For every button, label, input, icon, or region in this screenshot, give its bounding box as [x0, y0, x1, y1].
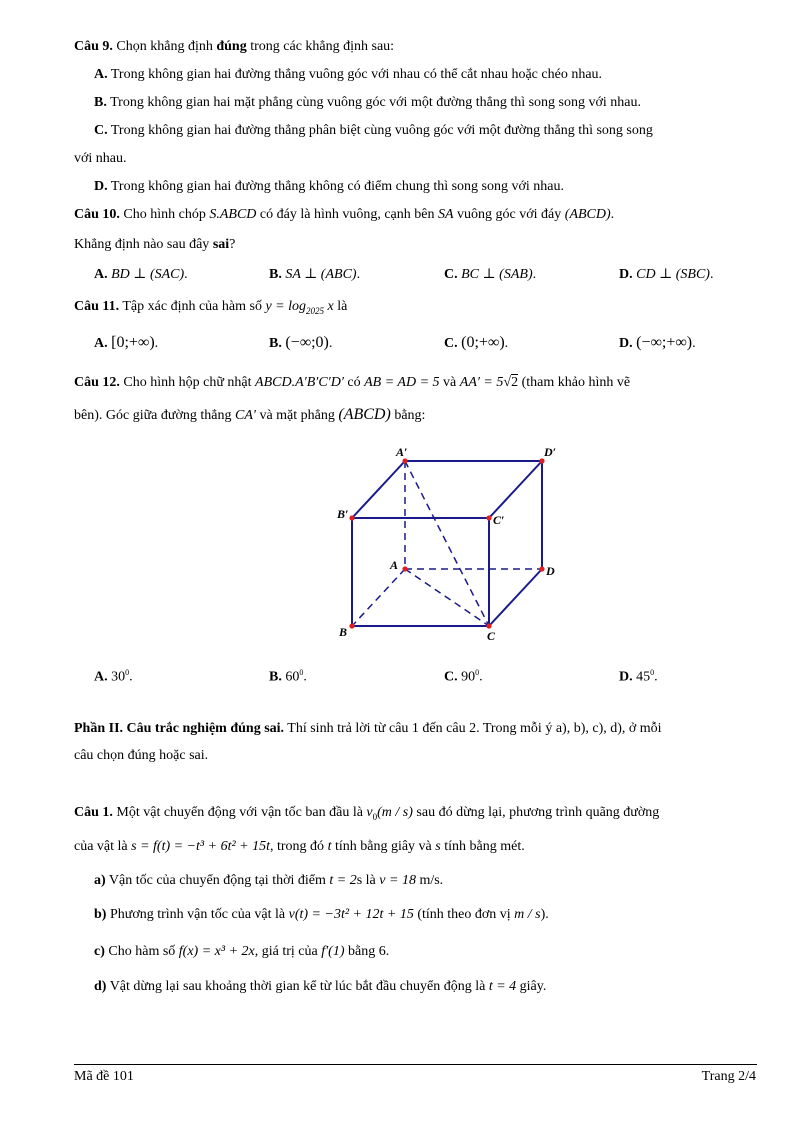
q11-label: Câu 11. — [74, 299, 120, 314]
q10-stem-2: có đáy là hình vuông, cạnh bên — [256, 207, 438, 222]
p2q1-a-label: a) — [94, 873, 106, 888]
q12-line2-pre: bên). Góc giữa đường thẳng — [74, 408, 235, 423]
q11-option-c-label: C. — [444, 336, 458, 351]
p2q1-c-eq: f(x) = x³ + 2x — [178, 944, 255, 959]
p2q1-a-mid: s là — [356, 873, 380, 888]
q10-stem-3: vuông góc với đáy — [453, 207, 565, 222]
q9-option-b-label: B. — [94, 95, 107, 110]
q12-option-b: B. $60^0$. — [269, 668, 307, 685]
q10-stem-1: Cho hình chóp — [123, 207, 210, 222]
p2q1-s: s — [435, 839, 441, 854]
q11-option-a-label: A. — [94, 336, 108, 351]
q11-stem-post: là — [333, 299, 348, 314]
q10-edge: SA — [437, 207, 454, 222]
q11-option-b-label: B. — [269, 336, 282, 351]
q9-option-a-label: A. — [94, 67, 108, 82]
p2q1-t: t — [327, 839, 332, 854]
q11-option-b: B. (−∞;0). — [269, 334, 333, 351]
p2q1-b-mid: (tính theo đơn vị — [413, 907, 515, 922]
q10-option-b: B. SA ⊥ (ABC). — [269, 267, 361, 282]
point-B1 — [349, 515, 354, 520]
degree-sign: 0 — [299, 668, 304, 677]
p2q1-l1-post: sau đó dừng lại, phương trình quãng đường — [412, 805, 660, 820]
degree-sign: 0 — [475, 668, 480, 677]
q10-option-a-label: A. — [94, 267, 108, 282]
p2q1-l2-post: tính bằng mét. — [440, 839, 525, 854]
q10-option-a: A. BD ⊥ (SAC). — [94, 267, 188, 282]
label-B1: B′ — [337, 507, 349, 521]
point-C1 — [486, 515, 491, 520]
q11-log-base: 2025 — [306, 305, 324, 316]
q9-option-b — [94, 94, 641, 112]
q9-option-b-text: Trong không gian hai mặt phẳng cùng vuông góc với một đường thẳng thì song song với nhau. — [110, 95, 642, 110]
label-C1: C′ — [493, 513, 505, 527]
point-A1 — [402, 458, 407, 463]
q11-option-c-text: (0;+∞) — [461, 334, 505, 351]
q11-option-d-label: D. — [619, 336, 633, 351]
point-D — [539, 566, 544, 571]
q12-eq2: AA′ = 5 — [459, 375, 504, 390]
q11-option-c: C. (0;+∞). — [444, 334, 509, 351]
label-D1: D′ — [544, 445, 557, 459]
q10-option-b-label: B. — [269, 267, 282, 282]
q9-option-d-text: Trong không gian hai đường thẳng không có điểm chung thì song song với nhau. — [110, 179, 565, 194]
q12-option-a-text: 30 — [111, 669, 126, 685]
q9-option-c-label: C. — [94, 123, 108, 138]
p2q1-a-t: t = 2 — [329, 873, 357, 888]
q9-stem-bold: đúng — [216, 39, 247, 54]
q9-option-c-cont: với nhau. — [74, 151, 127, 166]
p2q1-v0-sub: 0 — [372, 811, 378, 822]
q12-box: ABCD.A′B′C′D′ — [255, 375, 344, 390]
p2q1-stem-line2 — [74, 838, 525, 856]
p2q1-item-b — [94, 906, 549, 924]
q12-option-c-label: C. — [444, 669, 458, 685]
p2q1-b-post: ). — [540, 907, 549, 922]
q10-option-a-text: BD ⊥ (SAC) — [111, 267, 185, 282]
q9-stem-post: trong các khẳng định sau: — [246, 39, 395, 54]
q10-option-d-text: CD ⊥ (SBC) — [636, 267, 710, 282]
edge-AC — [405, 569, 489, 626]
q10-line2-pre: Khẳng định nào sau đây — [74, 237, 213, 252]
q10-option-c-label: C. — [444, 267, 458, 282]
q11-option-a: A. [0;+∞). — [94, 334, 159, 351]
q12-option-d-text: 45 — [636, 669, 651, 685]
footer-page-number: Trang 2/4 — [701, 1069, 756, 1084]
footer-rule — [74, 1064, 757, 1065]
p2q1-c-mid: , giá trị của — [254, 944, 322, 959]
q12-option-c: C. $90^0$. — [444, 668, 483, 685]
p2q1-d-pre: Vật dừng lại sau khoảng thời gian kể từ lúc bắt đầu chuyển động là — [106, 979, 489, 994]
edge-CD — [489, 569, 542, 626]
point-D1 — [539, 458, 544, 463]
p2q1-a-v: v = 18 — [379, 873, 416, 888]
p2q1-c-post: bằng 6. — [344, 944, 390, 959]
q11-option-b-text: (−∞;0) — [285, 334, 329, 351]
p2q1-c-label: c) — [94, 944, 105, 959]
q10-base: (ABCD) — [564, 207, 611, 222]
edge-A1B1 — [352, 461, 405, 518]
q12-option-d: D. $45^0$. — [619, 668, 658, 685]
part2-title: Phần II. Câu trắc nghiệm đúng sai. — [74, 721, 285, 736]
p2q1-v0: v — [366, 805, 373, 820]
p2q1-a-post: m/s. — [415, 873, 444, 888]
p2q1-stem — [74, 804, 659, 826]
p2q1-b-unit: m / s — [514, 907, 541, 922]
q10-option-c: C. BC ⊥ (SAB). — [444, 267, 537, 282]
q12-stem-3: và — [439, 375, 460, 390]
p2q1-item-c — [94, 943, 389, 961]
label-A1: A′ — [396, 445, 408, 459]
p2q1-l1-pre: Một vật chuyển động với vận tốc ban đầu là — [112, 805, 367, 820]
p2q1-b-eq: v(t) = −3t² + 12t + 15 — [288, 907, 414, 922]
degree-sign: 0 — [650, 668, 655, 677]
box-figure — [330, 440, 570, 650]
q10-label: Câu 10. — [74, 207, 120, 222]
part2-text-2: câu chọn đúng hoặc sai. — [74, 748, 209, 763]
p2q1-v0-unit: (m / s) — [377, 805, 413, 820]
part2-heading — [74, 720, 662, 738]
q11-stem — [74, 298, 347, 320]
q12-option-b-text: 60 — [285, 669, 300, 685]
q9-option-d-label: D. — [94, 179, 108, 194]
point-A — [402, 566, 407, 571]
p2q1-item-d — [94, 978, 546, 996]
q12-option-a: A. $30^0$. — [94, 668, 133, 685]
q11-option-d: D. (−∞;+∞). — [619, 334, 696, 351]
edge-D1C1 — [489, 461, 542, 518]
q10-stem — [74, 206, 614, 224]
p2q1-c-pre: Cho hàm số — [104, 944, 179, 959]
label-B: B — [339, 625, 348, 639]
p2q1-d-post: giây. — [516, 979, 547, 994]
point-C — [486, 623, 491, 628]
q10-stem-line2 — [74, 236, 235, 254]
q12-stem-1: Cho hình hộp chữ nhật — [123, 375, 256, 390]
point-B — [349, 623, 354, 628]
q12-option-c-text: 90 — [461, 669, 476, 685]
degree-sign: 0 — [125, 668, 130, 677]
q10-pyramid: S.ABCD — [209, 207, 257, 222]
footer-exam-code: Mã đề 101 — [74, 1069, 134, 1084]
q12-line2-mid: và mặt phẳng — [255, 408, 339, 423]
p2q1-l2-mid: , trong đó — [270, 839, 328, 854]
q11-option-a-text: [0;+∞) — [111, 334, 155, 351]
p2q1-eq: s = f(t) = −t³ + 6t² + 15t — [131, 839, 270, 854]
p2q1-label: Câu 1. — [74, 805, 113, 820]
p2q1-a-pre: Vận tốc của chuyển động tại thời điểm — [105, 873, 330, 888]
label-C: C — [487, 629, 496, 643]
p2q1-b-label: b) — [94, 907, 107, 922]
p2q1-l2-mid2: tính bằng giây và — [331, 839, 436, 854]
p2q1-l2-pre: của vật là — [74, 839, 132, 854]
q10-stem-4: . — [610, 207, 615, 222]
q10-option-c-text: BC ⊥ (SAB) — [461, 267, 533, 282]
q10-option-b-text: SA ⊥ (ABC) — [285, 267, 357, 282]
p2q1-c-val: f′(1) — [321, 944, 345, 959]
q12-plane: (ABCD) — [338, 406, 391, 423]
q9-option-d — [94, 178, 564, 196]
q11-func: y = log — [265, 299, 306, 314]
p2q1-d-t: t = 4 — [488, 979, 517, 994]
q12-line: CA′ — [235, 408, 256, 423]
edge-CA1 — [405, 461, 489, 626]
q12-option-a-label: A. — [94, 669, 108, 685]
q10-option-d-label: D. — [619, 267, 633, 282]
q10-option-d: D. CD ⊥ (SBC). — [619, 267, 714, 282]
label-A: A — [390, 558, 399, 572]
q9-option-c-text-1: Trong không gian hai đường thẳng phân biệt cùng vuông góc với một đường thẳng thì song song — [110, 123, 653, 138]
q10-line2-bold: sai — [212, 237, 230, 252]
p2q1-item-a — [94, 872, 443, 890]
p2q1-b-pre: Phương trình vận tốc của vật là — [106, 907, 289, 922]
q10-line2-post: ? — [229, 237, 236, 252]
q9-stem-text: Chọn khẳng định — [116, 39, 217, 54]
q12-line2-post: bằng: — [390, 408, 426, 423]
q12-eq2-root: 2 — [511, 375, 519, 390]
q12-stem: Câu 12. Cho hình hộp chữ nhật ABCD.A′B′C′D′ có AB = AD = 5 và AA′ = 5√2 (tham khảo hình vẽ — [74, 375, 631, 390]
q12-option-b-label: B. — [269, 669, 282, 685]
q12-label: Câu 12. — [74, 375, 120, 390]
q9-stem — [74, 38, 394, 56]
label-D: D — [546, 564, 555, 578]
q12-option-d-label: D. — [619, 669, 633, 685]
q9-label: Câu 9. — [74, 39, 113, 54]
p2q1-d-label: d) — [94, 979, 107, 994]
q12-stem-2: có — [343, 375, 365, 390]
q11-option-d-text: (−∞;+∞) — [636, 334, 693, 351]
edge-AB — [352, 569, 405, 626]
q11-var: x — [327, 299, 334, 314]
q11-stem-pre: Tập xác định của hàm số — [122, 299, 266, 314]
q9-option-c — [94, 122, 653, 140]
part2-text-1: Thí sinh trả lời từ câu 1 đến câu 2. Trong mỗi ý a), b), c), d), ở mỗi — [284, 721, 662, 736]
q12-stem-line2 — [74, 406, 425, 425]
q9-option-a-text: Trong không gian hai đường thẳng vuông góc với nhau có thể cắt nhau hoặc chéo nhau. — [110, 67, 603, 82]
q9-option-a — [94, 66, 602, 84]
q12-eq1: AB = AD = 5 — [364, 375, 440, 390]
q12-stem-4: (tham khảo hình vẽ — [518, 375, 631, 390]
